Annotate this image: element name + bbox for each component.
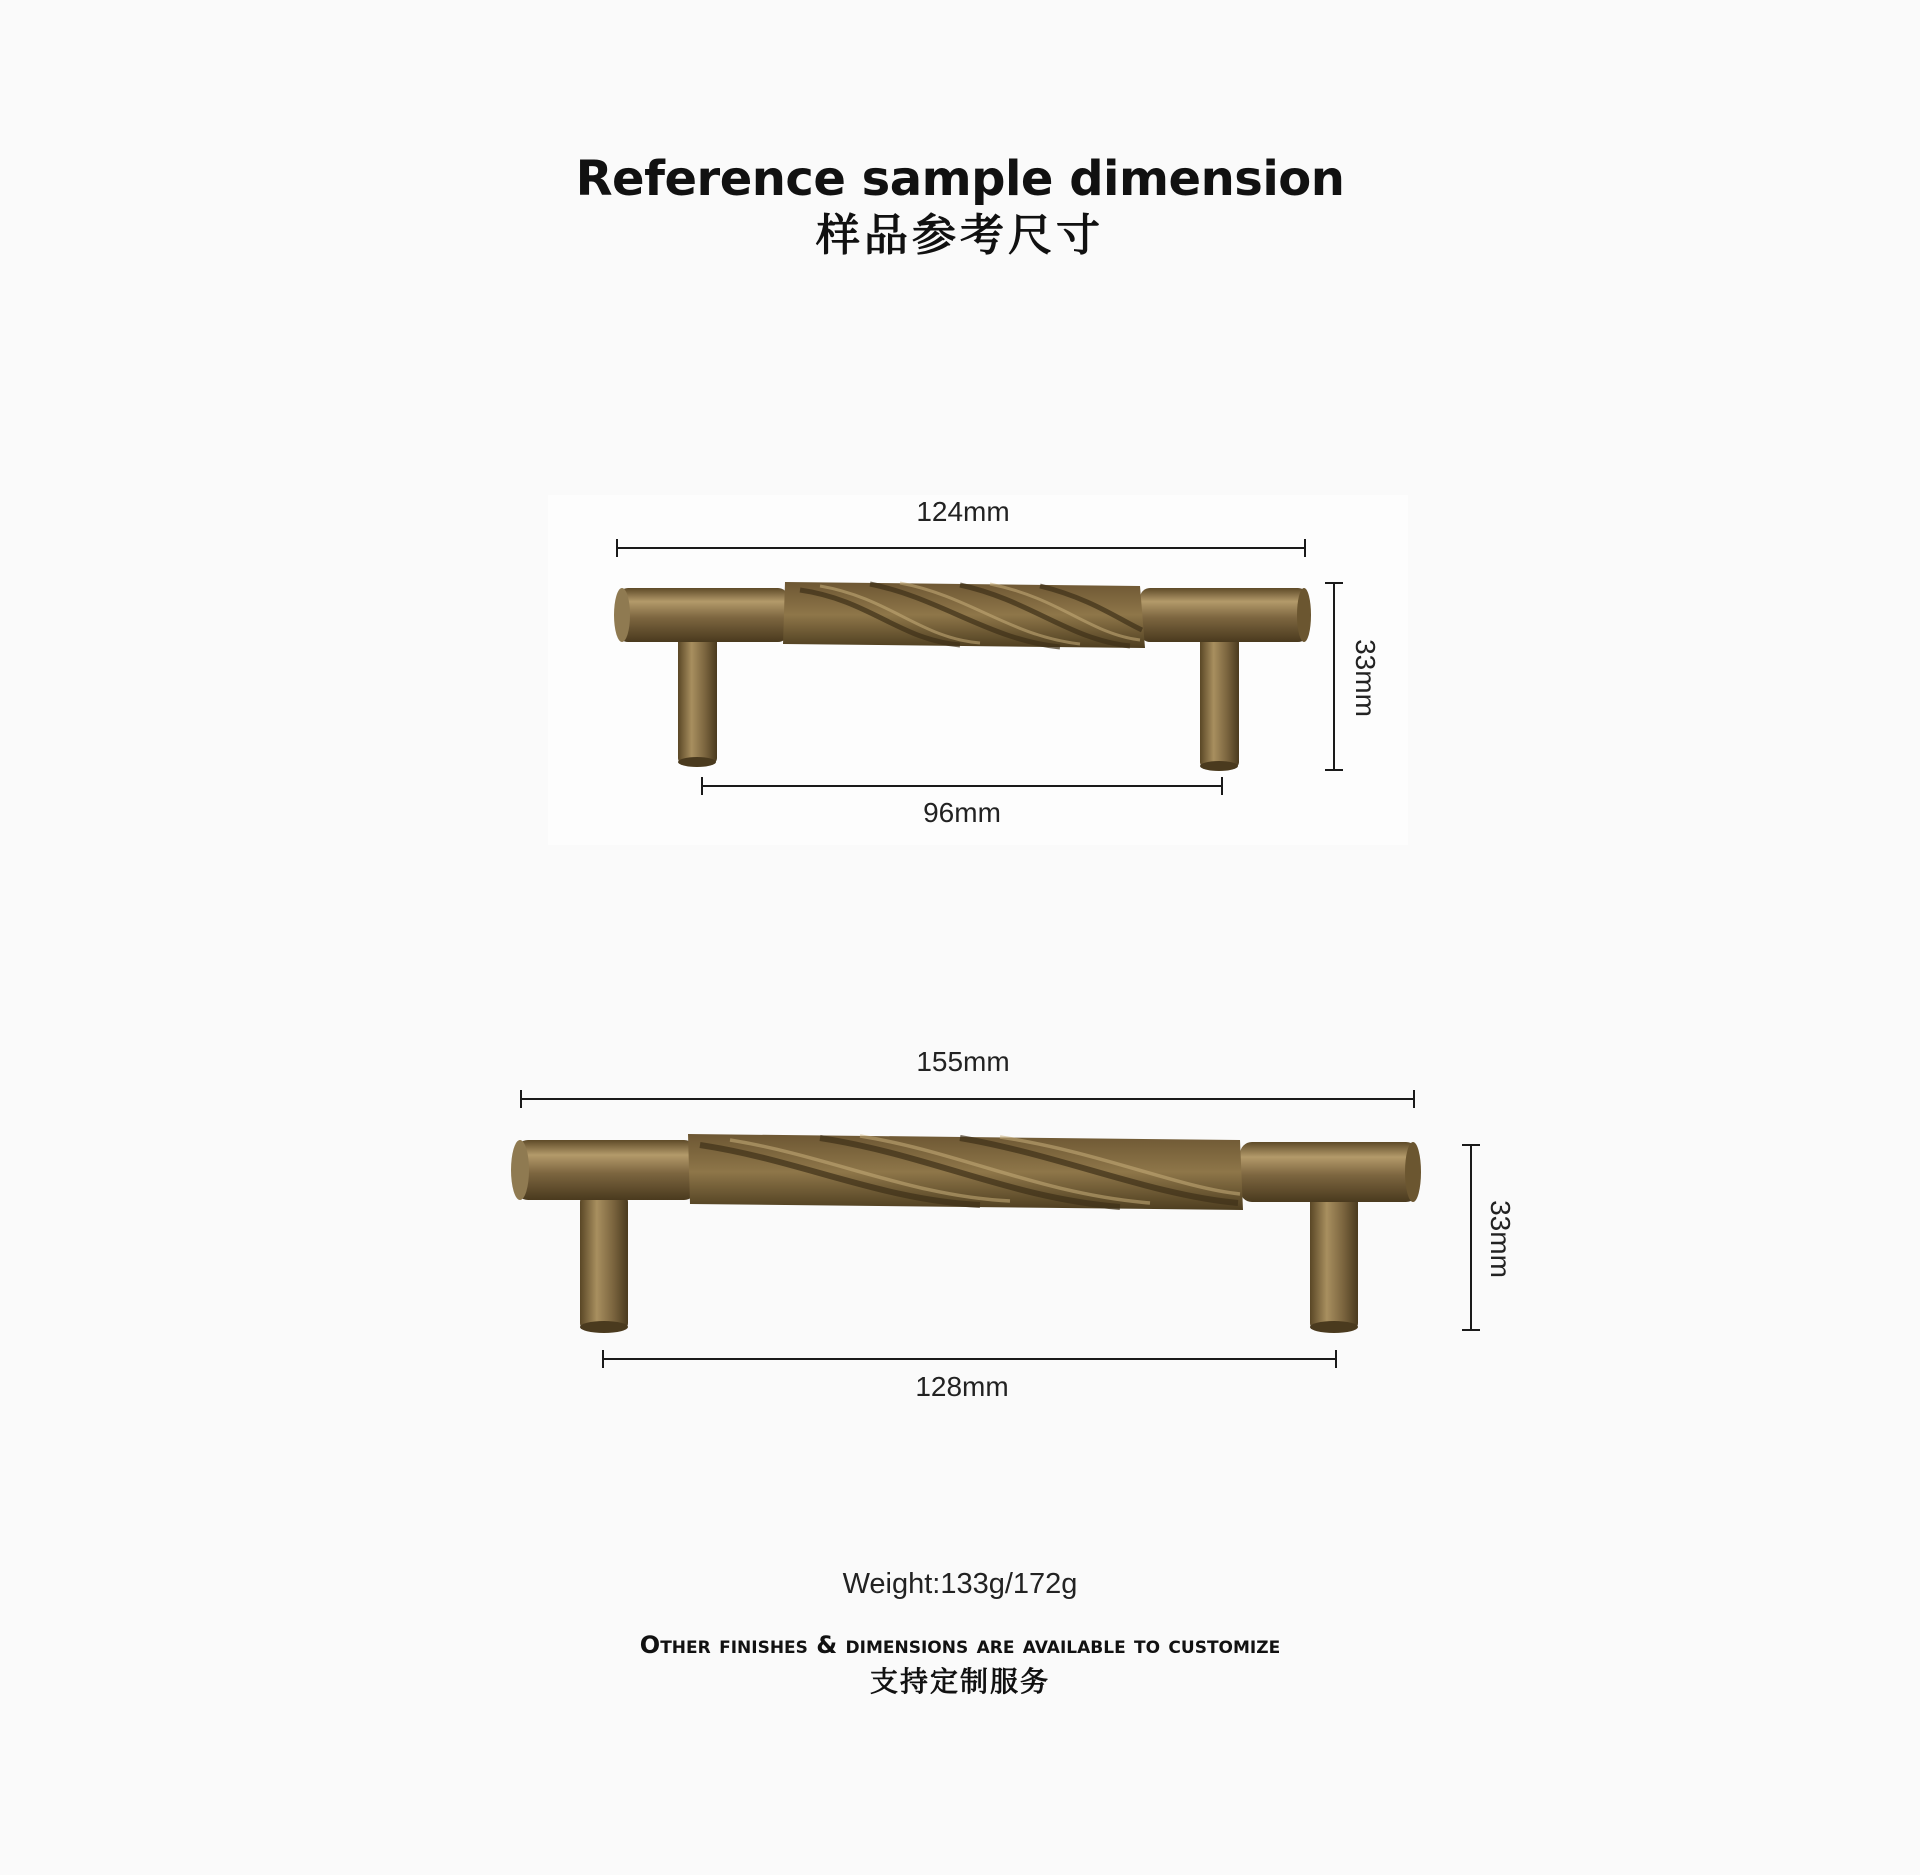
customize-note: Other finishes & dimensions are available to customize (639, 1631, 1281, 1659)
overall-length-label-2: 155mm (916, 1046, 1010, 1077)
hole-spacing-label-2: 128mm (915, 1371, 1009, 1402)
overall-length-label-1: 124mm (916, 496, 1010, 527)
page-title: Reference sample dimension (575, 151, 1345, 207)
customize-note-cn: 支持定制服务 (869, 1665, 1050, 1698)
weight-text: Weight:133g/172g (842, 1568, 1078, 1600)
projection-label-2: 33mm (1485, 1200, 1516, 1278)
dimension-line-top-2 (521, 1090, 1414, 1108)
projection-label-1: 33mm (1350, 639, 1381, 717)
page-subtitle: 样品参考尺寸 (816, 210, 1104, 261)
hole-spacing-label-1: 96mm (923, 797, 1001, 828)
dimension-line-right-2 (1462, 1145, 1480, 1330)
dimension-line-bottom-2 (603, 1350, 1336, 1368)
